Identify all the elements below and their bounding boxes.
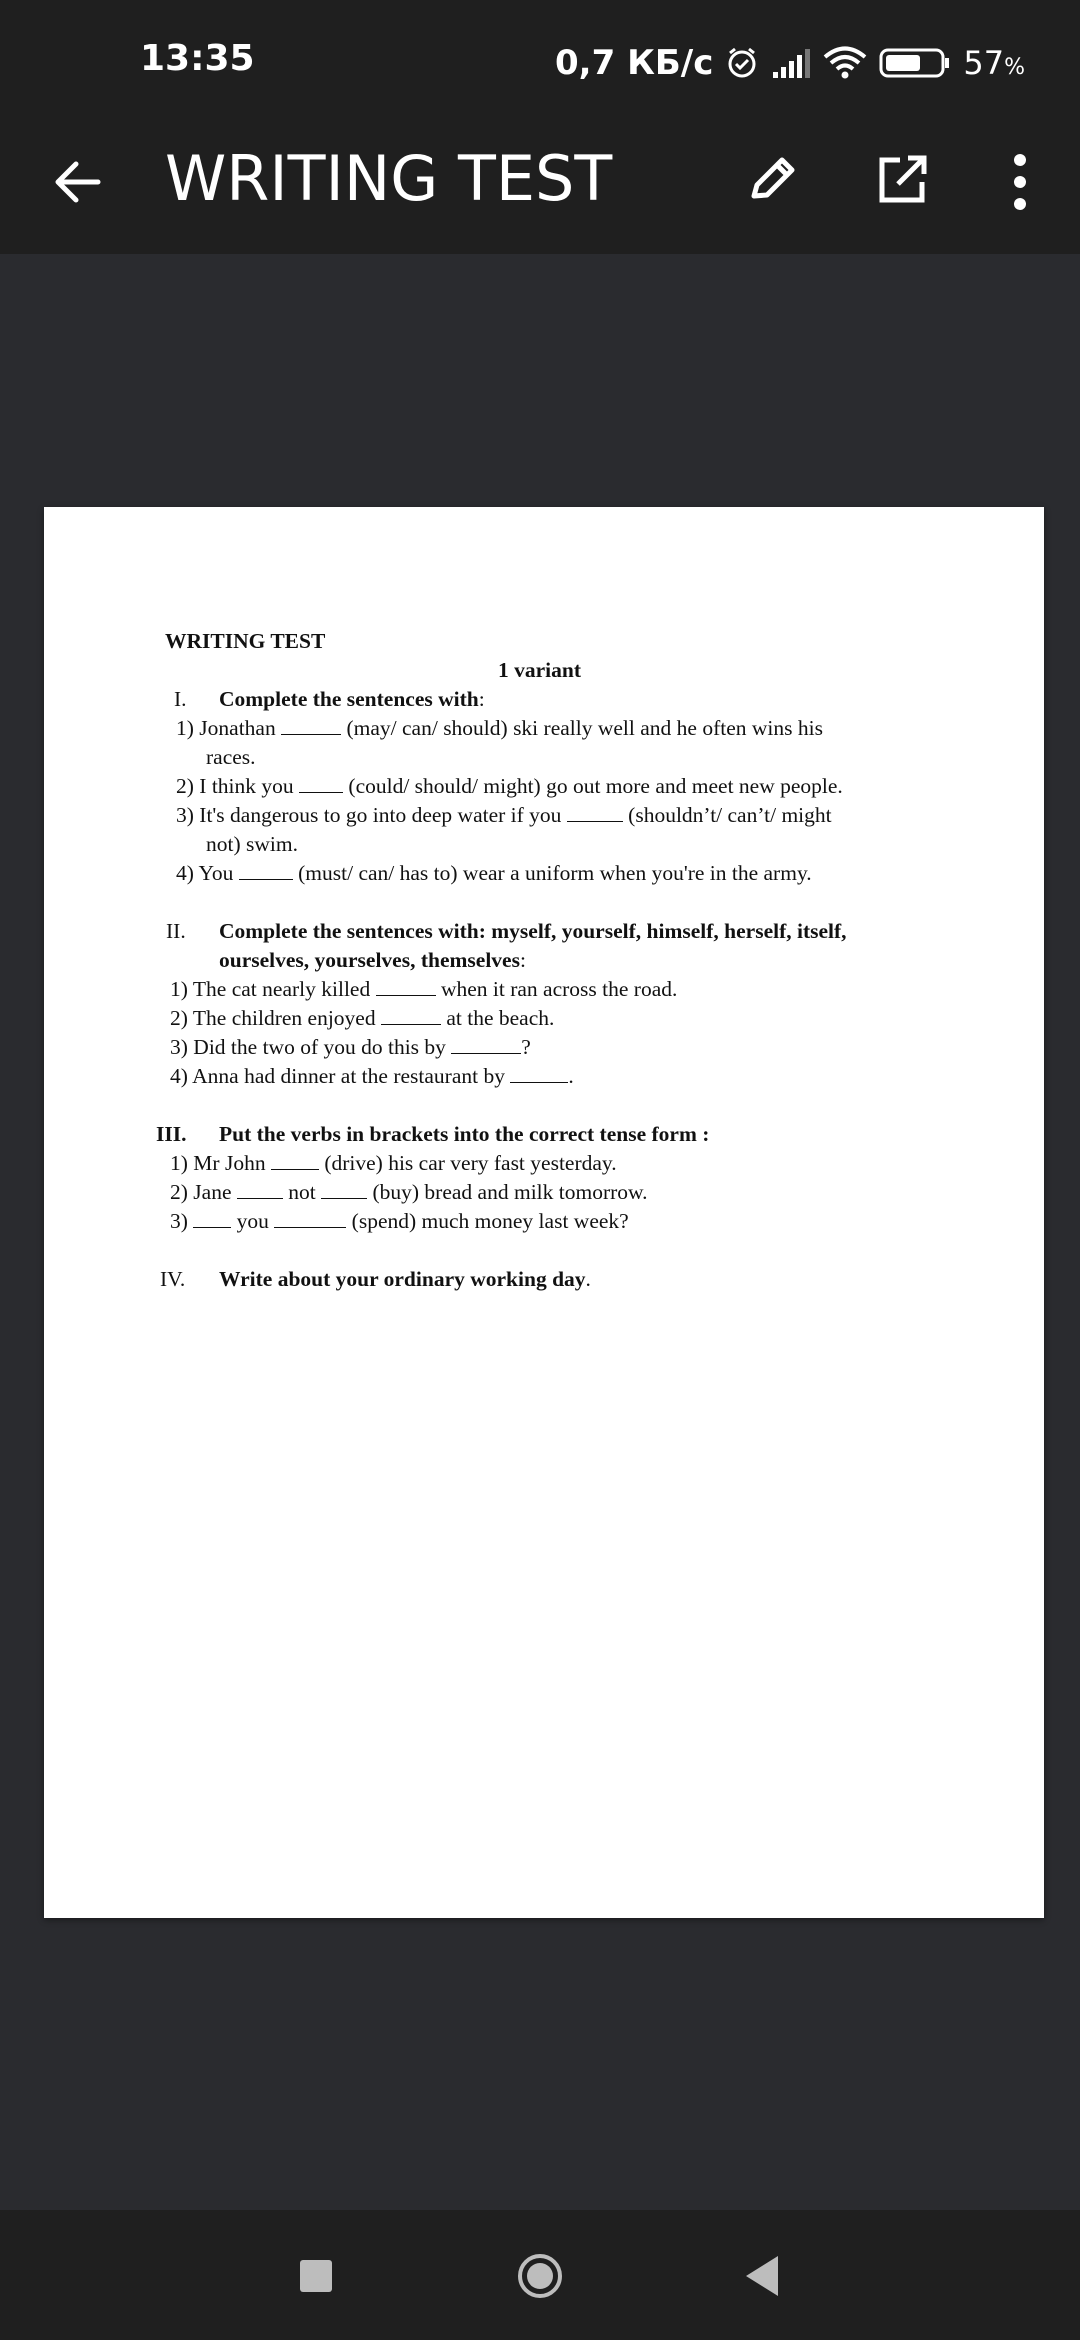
document-heading: WRITING TEST: [165, 629, 326, 653]
item-text: (buy) bread and milk tomorrow.: [372, 1180, 648, 1204]
answer-blank: [376, 975, 436, 996]
battery-icon: [879, 46, 951, 80]
item-text: you: [236, 1209, 269, 1233]
item-number: 3): [176, 803, 194, 827]
open-external-icon[interactable]: [872, 150, 932, 210]
section-2-item-2: [170, 1004, 554, 1033]
home-circle-icon[interactable]: [516, 2252, 564, 2300]
item-text: (spend) much money last week?: [351, 1209, 629, 1233]
section-3-item-3: [170, 1207, 629, 1236]
answer-blank: [239, 859, 293, 880]
item-number: 4): [176, 861, 194, 885]
section-2-item-4: [170, 1062, 574, 1091]
navigation-bar: [0, 2210, 1080, 2340]
answer-blank: [281, 714, 341, 735]
item-text: You: [198, 861, 234, 885]
item-text-continued: races.: [206, 745, 256, 769]
answer-blank: [381, 1004, 441, 1025]
status-right-group: [555, 38, 1025, 88]
item-number: 2): [170, 1180, 188, 1204]
more-vert-icon[interactable]: [1000, 150, 1040, 214]
section-2-number: II.: [166, 919, 186, 943]
item-text: not: [288, 1180, 316, 1204]
item-text: (drive) his car very fast yesterday.: [324, 1151, 617, 1175]
answer-blank: [193, 1207, 231, 1228]
answer-blank: [567, 801, 623, 822]
item-text: ?: [521, 1035, 531, 1059]
item-text: (could/ should/ might) go out more and meet new people.: [348, 774, 843, 798]
item-text: (shouldn’t/ can’t/ might: [628, 803, 832, 827]
status-time: 13:35: [140, 38, 255, 79]
signal-icon: [771, 46, 811, 80]
section-3-number: III.: [156, 1122, 187, 1146]
variant-label: 1 variant: [498, 658, 582, 682]
answer-blank: [510, 1062, 568, 1083]
item-text: The cat nearly killed: [192, 977, 371, 1001]
section-3-title: Put the verbs in brackets into the correct tense form :: [219, 1122, 710, 1146]
item-number: 2): [176, 774, 194, 798]
answer-blank: [451, 1033, 521, 1054]
section-1-item-1: [176, 714, 823, 743]
item-text: Mr John: [193, 1151, 266, 1175]
back-arrow-icon[interactable]: [48, 152, 108, 212]
page-title: WRITING TEST: [165, 142, 613, 215]
item-number: 3): [170, 1035, 188, 1059]
recents-square-icon[interactable]: [300, 2260, 332, 2292]
section-2-title-line2-text: ourselves, yourselves, themselves: [219, 948, 520, 972]
wifi-icon: [823, 46, 867, 80]
section-3-item-1: [170, 1149, 617, 1178]
section-1-colon: :: [478, 687, 485, 711]
section-1-title-text: Complete the sentences with: [219, 687, 479, 711]
item-text: (must/ can/ has to) wear a uniform when you're in the army.: [298, 861, 812, 885]
item-number: 1): [170, 1151, 188, 1175]
answer-blank: [271, 1149, 319, 1170]
status-bar: [0, 0, 1080, 122]
item-number: 1): [176, 716, 194, 740]
network-speed: 0,7 КБ/с: [555, 43, 714, 83]
section-1-item-3: [176, 801, 832, 830]
section-2-title-line1: Complete the sentences with: myself, yourself, himself, herself, itself,: [219, 919, 847, 943]
item-text: The children enjoyed: [192, 1006, 376, 1030]
document-page[interactable]: [44, 507, 1044, 1918]
battery-percent: 57: [963, 44, 1005, 82]
section-4-title: [219, 1265, 591, 1294]
item-text-continued: not) swim.: [206, 832, 298, 856]
item-number: 1): [170, 977, 188, 1001]
section-4-end: .: [585, 1267, 591, 1291]
item-number: 4): [170, 1064, 188, 1088]
item-text: Jonathan: [199, 716, 276, 740]
item-number: 3): [170, 1209, 188, 1233]
item-text: Anna had dinner at the restaurant by: [192, 1064, 505, 1088]
item-text: Jane: [193, 1180, 232, 1204]
answer-blank: [237, 1178, 283, 1199]
section-3-item-2: [170, 1178, 648, 1207]
section-2-item-1: [170, 975, 677, 1004]
section-4-title-text: Write about your ordinary working day: [219, 1267, 586, 1291]
section-1-item-2: [176, 772, 843, 801]
alarm-icon: [725, 46, 759, 80]
item-text: at the beach.: [446, 1006, 555, 1030]
section-4-number: IV.: [160, 1267, 186, 1291]
document-content: [44, 507, 1044, 1918]
edit-pencil-icon[interactable]: [742, 150, 802, 210]
item-text: (may/ can/ should) ski really well and he often wins his: [346, 716, 823, 740]
answer-blank: [274, 1207, 346, 1228]
app-bar: [0, 122, 1080, 254]
battery-unit: %: [1004, 55, 1025, 80]
item-text: when it ran across the road.: [440, 977, 678, 1001]
answer-blank: [321, 1178, 367, 1199]
section-1-number: I.: [174, 687, 187, 711]
item-text: Did the two of you do this by: [193, 1035, 446, 1059]
item-text: It's dangerous to go into deep water if you: [199, 803, 562, 827]
item-text: I think you: [199, 774, 294, 798]
section-1-title: [219, 685, 485, 714]
battery-level: [963, 44, 1025, 82]
section-2-title-line2: [219, 946, 526, 975]
section-2-colon: :: [519, 948, 526, 972]
answer-blank: [299, 772, 343, 793]
item-text: .: [568, 1064, 574, 1088]
item-number: 2): [170, 1006, 188, 1030]
back-triangle-icon[interactable]: [742, 2254, 782, 2298]
section-1-item-4: [176, 859, 812, 888]
section-2-item-3: [170, 1033, 531, 1062]
